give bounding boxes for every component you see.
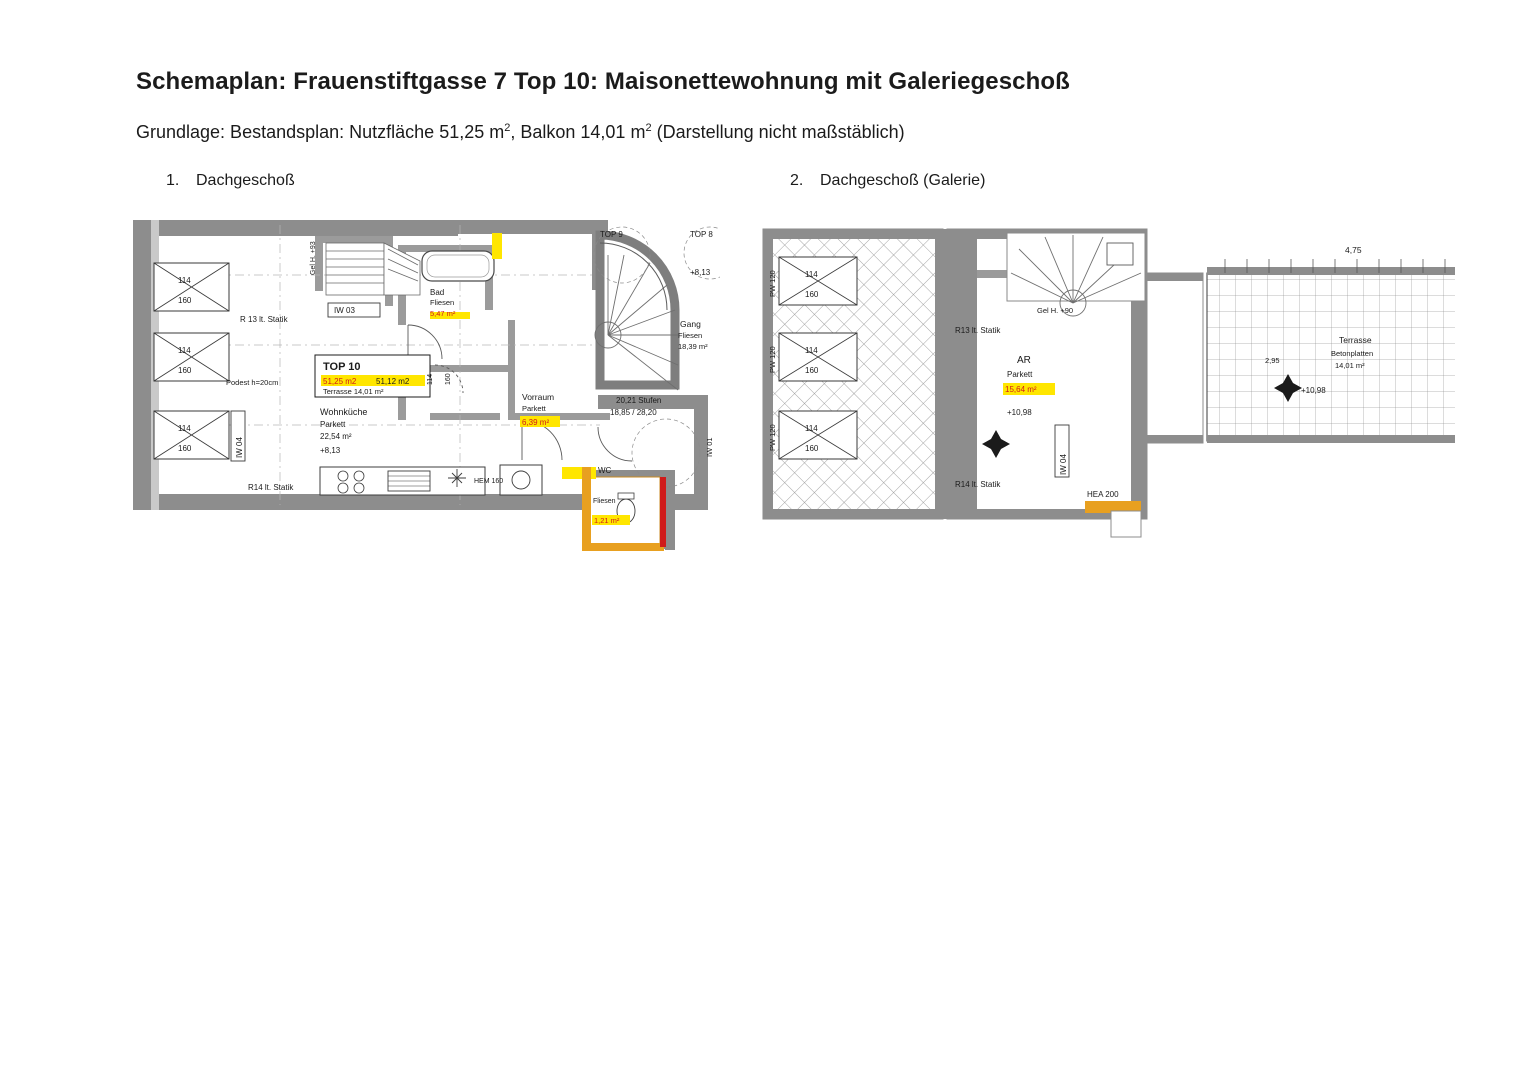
stairs-dimension: 18,85 / 28,20 xyxy=(610,408,657,417)
unit-area-red: 51,25 m2 xyxy=(323,377,357,386)
floor-name-first: Dachgeschoß xyxy=(196,172,295,189)
room-label-bad xyxy=(430,288,456,318)
gallery-window-height-1: 160 xyxy=(805,290,819,299)
room-area-gang: 18,39 m² xyxy=(678,342,708,351)
gallery-stairs-level: Gel H. +90 xyxy=(1037,306,1074,315)
window-label-width-1: 114 xyxy=(178,276,191,285)
terrace-block xyxy=(1147,245,1455,443)
room-label-gang xyxy=(678,319,708,351)
annotation-top9: TOP 9 xyxy=(600,230,623,239)
annotation-podest: Podest h=20cm xyxy=(226,378,279,387)
annotation-dim-80: 114 xyxy=(427,373,434,385)
page-subtitle xyxy=(136,122,905,143)
room-label-wohnkueche xyxy=(320,407,367,455)
unit-terrace-line: Terrasse 14,01 m² xyxy=(323,387,384,396)
annotation-r13: R 13 lt. Statik xyxy=(240,315,288,324)
window-label-width-3: 114 xyxy=(178,424,191,433)
window-group-left xyxy=(154,263,229,459)
window-type-3: PW 120 xyxy=(768,424,777,451)
room-label-vorraum xyxy=(520,392,560,427)
window-label-width-2: 114 xyxy=(178,346,191,355)
subtitle-part-b: , Balkon 14,01 m xyxy=(510,122,646,142)
room-name-gang: Gang xyxy=(680,319,701,329)
room-area-vorraum: 6,39 m² xyxy=(522,418,550,427)
room-level-ar: +10,98 xyxy=(1007,408,1032,417)
room-name-bad: Bad xyxy=(430,288,445,297)
gallery-window-width-3: 114 xyxy=(805,424,818,433)
bathtub xyxy=(422,251,494,281)
gallery-annotation-iw04: IW 04 xyxy=(1059,454,1068,475)
subtitle-part-c: (Darstellung nicht maßstäblich) xyxy=(651,122,905,142)
floor-label-second xyxy=(790,172,985,190)
annotation-iw01: IW 01 xyxy=(705,437,714,457)
gallery-window-height-3: 160 xyxy=(805,444,819,453)
gallery-window-width-2: 114 xyxy=(805,346,818,355)
subtitle-sup-1: 2 xyxy=(504,122,511,134)
room-material-vorraum: Parkett xyxy=(522,404,546,413)
spiral-staircase xyxy=(595,235,678,417)
room-area-ar: 15,64 m² xyxy=(1005,385,1037,394)
terrace-area: 14,01 m² xyxy=(1335,361,1365,370)
floorplan-first-floor xyxy=(130,215,720,560)
room-area-wohnkueche: 22,54 m² xyxy=(320,432,352,441)
gallery-annotation-r13: R13 lt. Statik xyxy=(955,326,1001,335)
terrace-dimension-width: 4,75 xyxy=(1345,245,1362,255)
wc-fixture xyxy=(590,477,660,545)
annotation-top8: TOP 8 xyxy=(690,230,713,239)
annotation-gel-hoehe: Gel H. +93 xyxy=(310,241,317,275)
annotation-dim-160: 160 xyxy=(445,373,452,385)
gallery-annotation-r14: R14 lt. Statik xyxy=(955,480,1001,489)
room-material-bad: Fliesen xyxy=(430,298,455,307)
floor-number-second: 2. xyxy=(790,172,804,189)
terrace-material: Betonplatten xyxy=(1331,349,1374,358)
annotation-iw03: IW 03 xyxy=(334,306,355,315)
annotation-level-813: +8,13 xyxy=(690,268,711,277)
gallery-annotation-hea200: HEA 200 xyxy=(1087,490,1119,499)
room-level-wohnkueche: +8,13 xyxy=(320,446,341,455)
floorplan-gallery xyxy=(755,215,1455,540)
window-label-height-1: 160 xyxy=(178,296,192,305)
gallery-window-width-1: 114 xyxy=(805,270,818,279)
annotation-r14: R14 lt. Statik xyxy=(248,483,294,492)
floor-number-first: 1. xyxy=(166,172,180,189)
room-name-wohnkueche: Wohnküche xyxy=(320,407,368,417)
room-material-ar: Parkett xyxy=(1007,370,1033,379)
room-material-gang: Fliesen xyxy=(678,331,703,340)
room-material-wc: Fliesen xyxy=(593,498,616,505)
kitchen-counter xyxy=(320,465,542,495)
unit-area-yellow: 51,12 m2 xyxy=(376,377,410,386)
window-label-height-2: 160 xyxy=(178,366,192,375)
terrace-level: +10,98 xyxy=(1301,386,1326,395)
floor-name-second: Dachgeschoß (Galerie) xyxy=(820,172,986,189)
stairs-step-count: 20,21 Stufen xyxy=(616,396,662,405)
room-area-bad: 5,47 m² xyxy=(430,309,456,318)
room-name-wc: WC xyxy=(598,466,612,475)
window-type-2: PW 120 xyxy=(768,346,777,373)
window-label-height-3: 160 xyxy=(178,444,192,453)
room-area-wc: 1,21 m² xyxy=(594,516,620,525)
gallery-window-height-2: 160 xyxy=(805,366,819,375)
terrace-dim-295-a: 2,95 xyxy=(1265,356,1280,365)
room-material-wohnkueche: Parkett xyxy=(320,420,346,429)
subtitle-part-a: Grundlage: Bestandsplan: Nutzfläche 51,25 m xyxy=(136,122,505,142)
room-name-vorraum: Vorraum xyxy=(522,392,555,402)
window-group-gallery xyxy=(768,257,857,459)
floor-label-first xyxy=(166,172,295,190)
page-title: Schemaplan: Frauenstiftgasse 7 Top 10: Maisonettewohnung mit Galeriegeschoß xyxy=(136,68,1070,95)
window-type-1: PW 120 xyxy=(768,270,777,297)
annotation-iw04: IW 04 xyxy=(235,437,244,458)
terrace-room-name: Terrasse xyxy=(1339,335,1372,345)
room-name-ar: AR xyxy=(1017,355,1031,366)
unit-badge-label: TOP 10 xyxy=(323,361,361,373)
subtitle-sup-2: 2 xyxy=(645,122,652,134)
unit-badge xyxy=(315,355,430,397)
kitchen-appliance-label: HEM 160 xyxy=(474,478,504,485)
